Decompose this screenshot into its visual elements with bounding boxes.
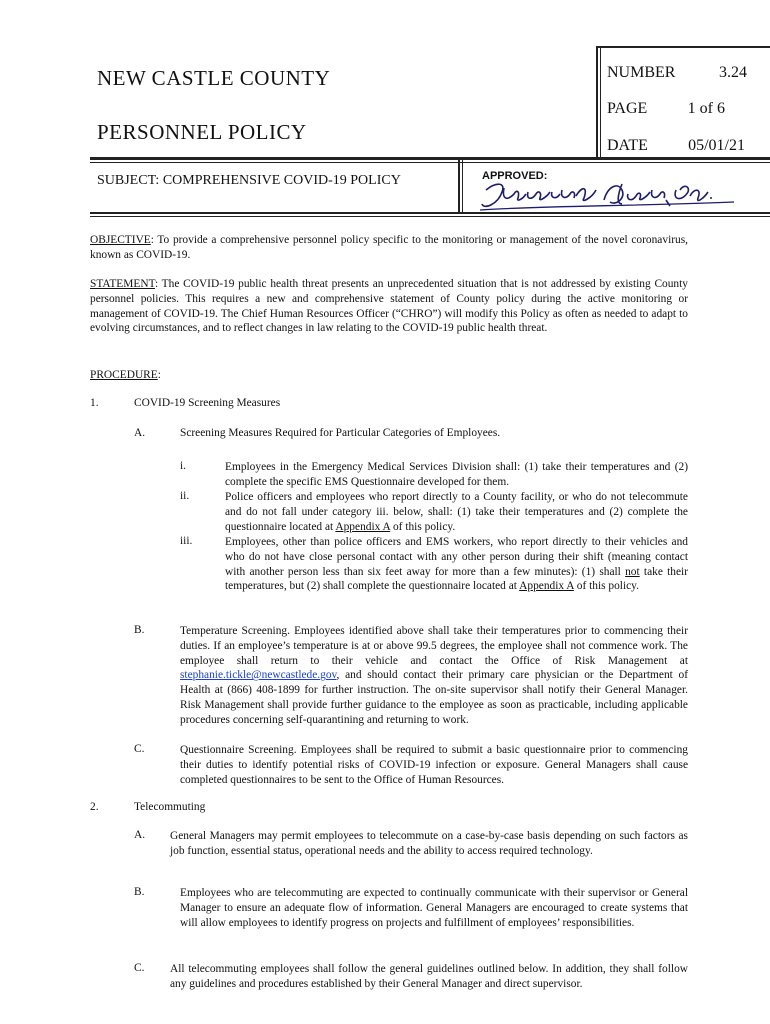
org-name: NEW CASTLE COUNTY [97, 66, 331, 90]
section-2-title: Telecommuting [134, 801, 206, 813]
section-2-number: 2. [90, 801, 99, 813]
item-ii-text-post: of this policy. [390, 520, 456, 533]
section-1b-label: B. [134, 624, 145, 636]
approved-box-left-line [458, 160, 460, 214]
appendix-a-link[interactable]: Appendix A [335, 520, 391, 533]
number-value: 3.24 [719, 64, 747, 81]
section-2b-text: Employees who are telecommuting are expected to continually communicate with their supervisor or General Manager to ensure an adequate flow of information. General Managers are encouraged to create systems that will allow employees to identify progress on projects and fulfillment of employees’ responsibilities. [180, 887, 688, 929]
header-rule-bottom [90, 212, 770, 214]
item-i-text: Employees in the Emergency Medical Services Division shall: (1) take their temperatures and (2) complete the specific EMS Questionnaire developed for them. [225, 461, 688, 488]
header-rule-bottom-thin [90, 216, 770, 217]
item-ii-text-pre: Police officers and employees who report directly to a County facility, or who do not telecommute and do not fall under category iii. below, shall: (1) take their temperatures and (2) complete the questionnaire located at [225, 491, 688, 533]
section-1b-text [180, 624, 688, 728]
date-value: 05/01/21 [688, 137, 745, 154]
section-2b-label: B. [134, 886, 145, 898]
page-value: 1 of 6 [687, 100, 725, 117]
item-ii-label: ii. [180, 490, 190, 502]
approved-label: APPROVED: [482, 170, 548, 182]
statement-label: STATEMENT [90, 278, 155, 290]
page-row [607, 100, 725, 120]
page-label: PAGE [607, 100, 648, 117]
section-1c-label: C. [134, 743, 145, 755]
meta-box-left-line [596, 46, 598, 159]
subject-line: SUBJECT: COMPREHENSIVE COVID-19 POLICY [97, 173, 401, 188]
header-rule-top [90, 157, 770, 160]
objective-text: : To provide a comprehensive personnel policy specific to the monitoring or management of the novel coronavirus, known as COVID-19. [90, 234, 688, 261]
approved-box-left-line-inner [462, 160, 463, 214]
section-2c-label: C. [134, 962, 145, 974]
date-row [607, 137, 745, 157]
section-1a-text: Screening Measures Required for Particular Categories of Employees. [180, 427, 501, 439]
section-1-number: 1. [90, 397, 99, 409]
meta-box-top-line [596, 46, 770, 48]
section-1b-text-post: , and should contact their primary care physician or the Department of Health at (866) 408-1899 for further instruction. The on-site supervisor shall notify their General Manager. Risk Management shall provide further guidance to the employee as soon as practicable, including applicable procedures concerning self-quarantining and returning to work. [180, 669, 688, 726]
item-iii-not: not [625, 565, 640, 578]
section-2c-text: All telecommuting employees shall follow the general guidelines outlined below. In addition, they shall follow any guidelines and procedures established by their General Manager and direct supervisor. [170, 963, 688, 990]
section-1c-text: Questionnaire Screening. Employees shall be required to submit a basic questionnaire prior to commencing their duties to identify potential risks of COVID-19 infection or exposure. General Managers shall cause completed questionnaires to be sent to the Office of Human Resources. [180, 744, 688, 786]
procedure-label: PROCEDURE [90, 369, 158, 381]
date-label: DATE [607, 137, 648, 154]
item-iii-text [225, 535, 688, 594]
item-ii-text [225, 490, 688, 534]
item-iii-text-post: of this policy. [573, 580, 639, 593]
meta-box-left-line-inner [600, 46, 601, 159]
number-label: NUMBER [607, 64, 676, 81]
appendix-a-link-2[interactable]: Appendix A [519, 580, 574, 593]
statement-text: : The COVID-19 public health threat presents an unprecedented situation that is not addressed by existing County personnel policies. This requires a new and comprehensive statement of County policy during the active monitoring or management of COVID-19. The Chief Human Resources Officer (“CHRO”) will modify this Policy as often as needed to adapt to evolving circumstances, and to reflect changes in law relating to the COVID-19 public health threat. [90, 278, 688, 335]
signature-image [476, 176, 738, 216]
procedure-colon: : [157, 369, 161, 381]
item-iii-text-mid: take their temperatures, but (2) shall complete the questionnaire located at [225, 565, 688, 593]
section-2a-text: General Managers may permit employees to telecommute on a case-by-case basis depending on such factors as job function, essential status, operational needs and the ability to access required technology. [170, 830, 688, 857]
section-1a-label: A. [134, 427, 146, 439]
item-iii-label: iii. [180, 535, 193, 547]
policy-type: PERSONNEL POLICY [97, 120, 307, 144]
section-1b-text-pre: Temperature Screening. Employees identified above shall take their temperatures prior to commencing their duties. If an employee’s temperature is at or above 99.5 degrees, the employee shall not commence work. The employee shall return to their vehicle and contact the Office of Risk Management at [180, 625, 688, 667]
section-2a-label: A. [134, 829, 146, 841]
objective-label: OBJECTIVE [90, 234, 151, 246]
item-i-label: i. [180, 460, 187, 472]
section-1-title: COVID-19 Screening Measures [134, 397, 281, 409]
statement-paragraph [90, 277, 688, 336]
procedure-heading [90, 368, 161, 383]
item-iii-text-pre: Employees, other than police officers and EMS workers, who report directly to their vehicles and who do not have close personal contact with any other person during their shift (meaning contact with another person less than six feet away for more than a few minutes): (1) shall [225, 536, 688, 578]
objective-paragraph [90, 233, 688, 263]
risk-management-email-link[interactable]: stephanie.tickle@newcastlede.gov [180, 669, 337, 682]
header-rule-top-thin [90, 162, 770, 163]
number-row [607, 64, 747, 84]
